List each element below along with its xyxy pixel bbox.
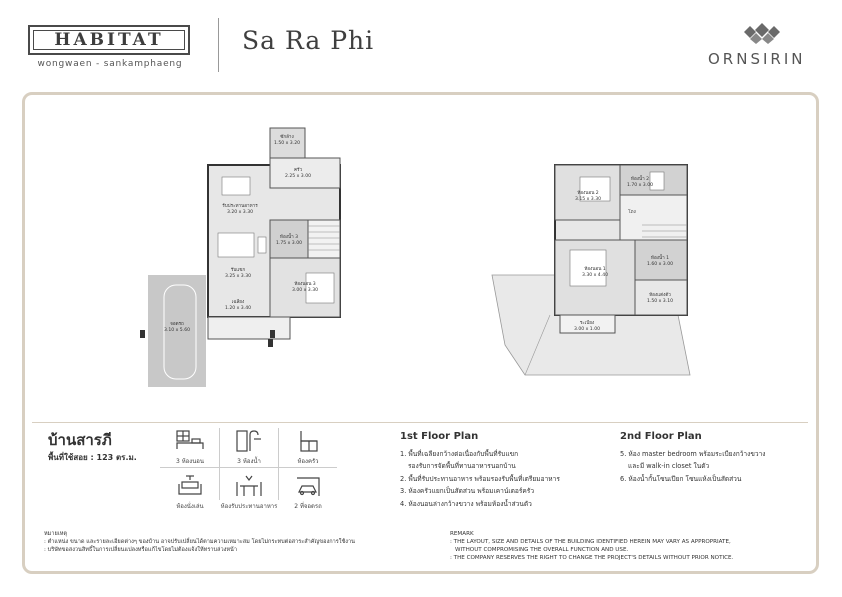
feature-item: 6. ห้องน้ำกั้นโซนเปียก โซนแห้งเป็นสัดส่วน	[620, 474, 742, 483]
amenity-bathrooms	[219, 429, 279, 466]
second-floor-features	[620, 448, 810, 485]
remark-line: : บริษัทขอสงวนสิทธิ์ในการเปลี่ยนแปลงหรือแก้ไขโดยไม่ต้องแจ้งให้ทราบล่วงหน้า	[44, 547, 237, 553]
english-remarks	[450, 530, 810, 562]
label-bed3: ห้องนอน 3	[294, 282, 316, 287]
label-kitchen: ครัว	[293, 168, 303, 173]
feature-item: 1. พื้นที่เฉลียงกว้างต่อเนื่องกับพื้นที่รับแขก	[400, 450, 519, 458]
brand-name: ORNSIRIN	[708, 50, 806, 68]
thai-remarks	[44, 530, 444, 554]
label-bath1: ห้องน้ำ 1	[650, 256, 670, 261]
size-living: 3.25 x 3.30	[224, 274, 252, 279]
label-bath2: ห้องน้ำ 2	[630, 177, 650, 182]
feature-item: 2. พื้นที่รับประทานอาหาร พร้อมรองรับพื้นที่เตรียมอาหาร	[400, 474, 560, 483]
label-dining: รับประทานอาหาร	[222, 204, 258, 209]
label-garage: จอดรถ	[170, 322, 184, 327]
house-title: บ้านสารภี	[48, 431, 112, 449]
amenity-parking	[278, 474, 338, 511]
remark-title: REMARK	[450, 531, 474, 537]
first-floor-features	[400, 448, 615, 510]
remark-line: : ตำแหน่ง ขนาด และรายละเอียดต่างๆ ของบ้าน อาจปรับเปลี่ยนได้ตามความเหมาะสม โดยไม่กระทบต่อสาระสำคัญของการใช้งาน	[44, 539, 355, 545]
bed-icon	[175, 429, 205, 453]
first-floor-title: 1st Floor Plan	[400, 431, 479, 442]
size-bath2: 1.70 x 3.00	[626, 183, 654, 188]
label-walkin: ห้องแต่งตัว	[649, 293, 671, 298]
usable-area: พื้นที่ใช้สอย : 123 ตร.ม.	[48, 453, 137, 462]
dining-icon	[234, 474, 264, 498]
remark-line: : THE COMPANY RESERVES THE RIGHT TO CHANGE THE PROJECT'S DETAILS WITHOUT PRIOR NOTICE.	[450, 555, 734, 561]
amenity-bedrooms	[160, 429, 220, 466]
kitchen-icon	[293, 429, 323, 453]
amenity-grid-hline	[160, 467, 337, 468]
size-bed1: 3.30 x 4.40	[581, 273, 609, 278]
label-bed1: ห้องนอน 1	[584, 267, 606, 272]
size-balcony: 3.00 x 1.00	[573, 327, 601, 332]
section-divider	[32, 422, 808, 423]
ornsirin-mark-icon	[740, 22, 784, 44]
size-dining: 3.20 x 3.30	[226, 210, 254, 215]
label-balcony: ระเบียง	[579, 321, 595, 326]
label-porch: เฉลียง	[231, 300, 245, 305]
amenity-label: 3 ห้องนอน	[175, 458, 205, 465]
size-bath1: 1.60 x 3.00	[646, 262, 674, 267]
bathroom-icon	[234, 429, 264, 453]
floor-plans	[130, 125, 710, 395]
feature-item: 5. ห้อง master bedroom พร้อมระเบียงกว้างขวาง	[620, 450, 766, 458]
amenity-label: ห้องรับประทานอาหาร	[220, 503, 278, 510]
amenity-label: ห้องนั่งเล่น	[176, 503, 204, 510]
label-bath3: ห้องน้ำ 3	[279, 235, 299, 240]
feature-item: 3. ห้องครัวแยกเป็นสัดส่วน พร้อมเคาน์เตอร์ครัว	[400, 487, 535, 496]
feature-item: รองรับการจัดพื้นที่ทานอาหารนอกบ้าน	[408, 462, 516, 471]
size-laundry: 1.50 x 3.20	[273, 141, 301, 146]
amenity-kitchen	[278, 429, 338, 466]
second-floor-plan	[492, 165, 690, 375]
remark-line: WITHOUT COMPROMISING THE OVERALL FUNCTION AND USE.	[455, 547, 629, 553]
sofa-icon	[175, 474, 205, 498]
size-bed2: 3.15 x 3.30	[574, 197, 602, 202]
feature-item: และมี walk-in closet ในตัว	[628, 462, 710, 471]
header-divider	[218, 18, 219, 72]
model-name: Sa Ra Phi	[242, 26, 375, 55]
car-icon	[293, 474, 323, 498]
amenity-living	[160, 474, 220, 511]
amenity-label: 3 ห้องน้ำ	[237, 458, 261, 465]
size-bed3: 3.00 x 3.30	[291, 288, 319, 293]
size-porch: 1.20 x 3.40	[224, 306, 252, 311]
size-bath3: 1.75 x 3.00	[275, 241, 303, 246]
label-living: รับแขก	[230, 268, 246, 273]
size-garage: 3.10 x 5.60	[163, 328, 191, 333]
logo-subtitle: wongwaen - sankamphaeng	[37, 59, 183, 69]
amenity-dining	[219, 474, 279, 511]
feature-item: 4. ห้องนอนล่างกว้างขวาง พร้อมห้องน้ำส่วนตัว	[400, 499, 532, 508]
logo-text: HABITAT	[33, 30, 185, 50]
amenity-label: 2 ที่จอดรถ	[294, 503, 322, 510]
amenity-label: ห้องครัว	[297, 458, 319, 465]
second-floor-title: 2nd Floor Plan	[620, 431, 702, 442]
habitat-logo	[28, 25, 190, 55]
label-laundry: ซักล้าง	[280, 135, 294, 140]
label-bed2: ห้องนอน 2	[577, 191, 599, 196]
remark-title: หมายเหตุ	[44, 531, 68, 537]
size-kitchen: 2.25 x 3.00	[284, 174, 312, 179]
size-walkin: 1.50 x 3.10	[646, 299, 674, 304]
first-floor-plan	[140, 128, 340, 387]
remark-line: : THE LAYOUT, SIZE AND DETAILS OF THE BUILDING IDENTIFIED HEREIN MAY VARY AS APPROPRIATE,	[450, 539, 731, 545]
label-hall: โถง	[628, 210, 636, 215]
